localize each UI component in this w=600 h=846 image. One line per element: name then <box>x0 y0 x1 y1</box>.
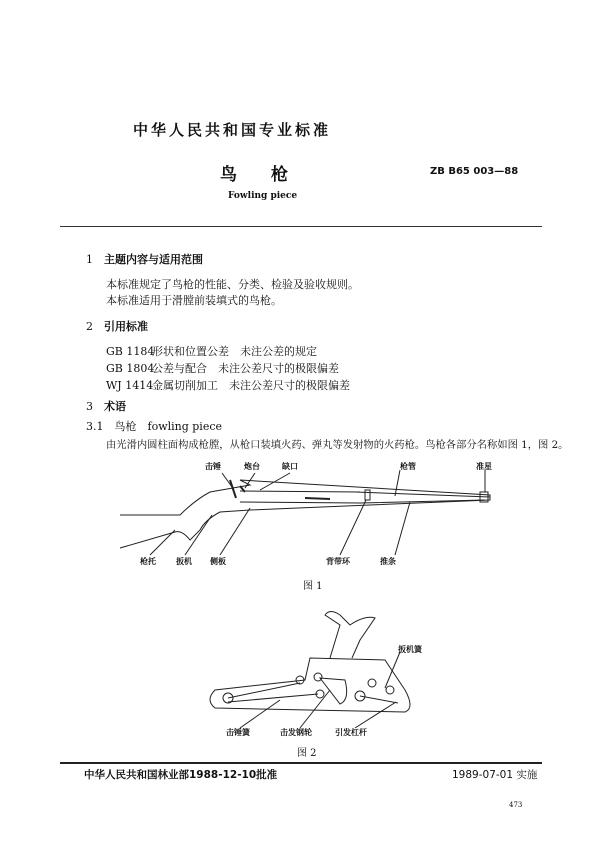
label-sear: 引发杠杆 <box>335 728 367 737</box>
label-trigger-spring: 扳机簧 <box>398 645 422 654</box>
standard-code: ZB B65 003—88 <box>430 166 519 177</box>
reference-item: WJ 1414金属切削加工 未注公差尺寸的极限偏差 <box>106 379 350 392</box>
label-barrel: 枪管 <box>400 462 416 471</box>
approval-date: 中华人民共和国林业部1988-12-10批准 <box>84 769 278 781</box>
label-stock: 枪托 <box>140 557 156 566</box>
figure-2-caption: 图 2 <box>297 748 317 759</box>
label-sling-ring: 背带环 <box>326 557 350 566</box>
label-hammer-spring: 击锤簧 <box>226 728 250 737</box>
section-2-heading: 2 引用标准 <box>86 320 148 333</box>
label-side-plate: 侧板 <box>210 557 226 566</box>
label-nipple: 炮台 <box>244 462 260 471</box>
reference-item: GB 1184形状和位置公差 未注公差的规定 <box>106 345 317 358</box>
footer-rule <box>60 762 542 764</box>
doc-title: 鸟 枪 <box>220 165 288 185</box>
label-rear-sight: 缺口 <box>282 462 298 471</box>
section-1-heading: 1 主题内容与适用范围 <box>86 253 203 266</box>
section-3-heading: 3 术语 <box>86 400 126 413</box>
label-trigger: 扳机 <box>176 557 192 566</box>
label-front-sight: 准星 <box>476 462 492 471</box>
label-hammer: 击锤 <box>205 462 221 471</box>
figure-1-caption: 图 1 <box>303 581 323 592</box>
label-tumbler: 击发钢轮 <box>280 728 312 737</box>
term-definition: 由光滑内圆柱面构成枪膛，从枪口装填火药、弹丸等发射物的火药枪。鸟枪各部分名称如图 1，图 2。 <box>106 439 569 451</box>
section-1-line: 本标准适用于滑膛前装填式的鸟枪。 <box>106 294 282 307</box>
label-ramrod: 推条 <box>380 557 396 566</box>
effective-date: 1989-07-01 实施 <box>452 769 538 781</box>
term-heading: 3.1 鸟枪 fowling piece <box>86 420 223 433</box>
page-number: 473 <box>509 801 523 809</box>
reference-item: GB 1804公差与配合 未注公差尺寸的极限偏差 <box>106 362 339 375</box>
org-title: 中华人民共和国专业标准 <box>133 121 332 139</box>
title-english: Fowling piece <box>228 191 298 201</box>
section-1-line: 本标准规定了鸟枪的性能、分类、检验及验收规则。 <box>106 278 359 291</box>
